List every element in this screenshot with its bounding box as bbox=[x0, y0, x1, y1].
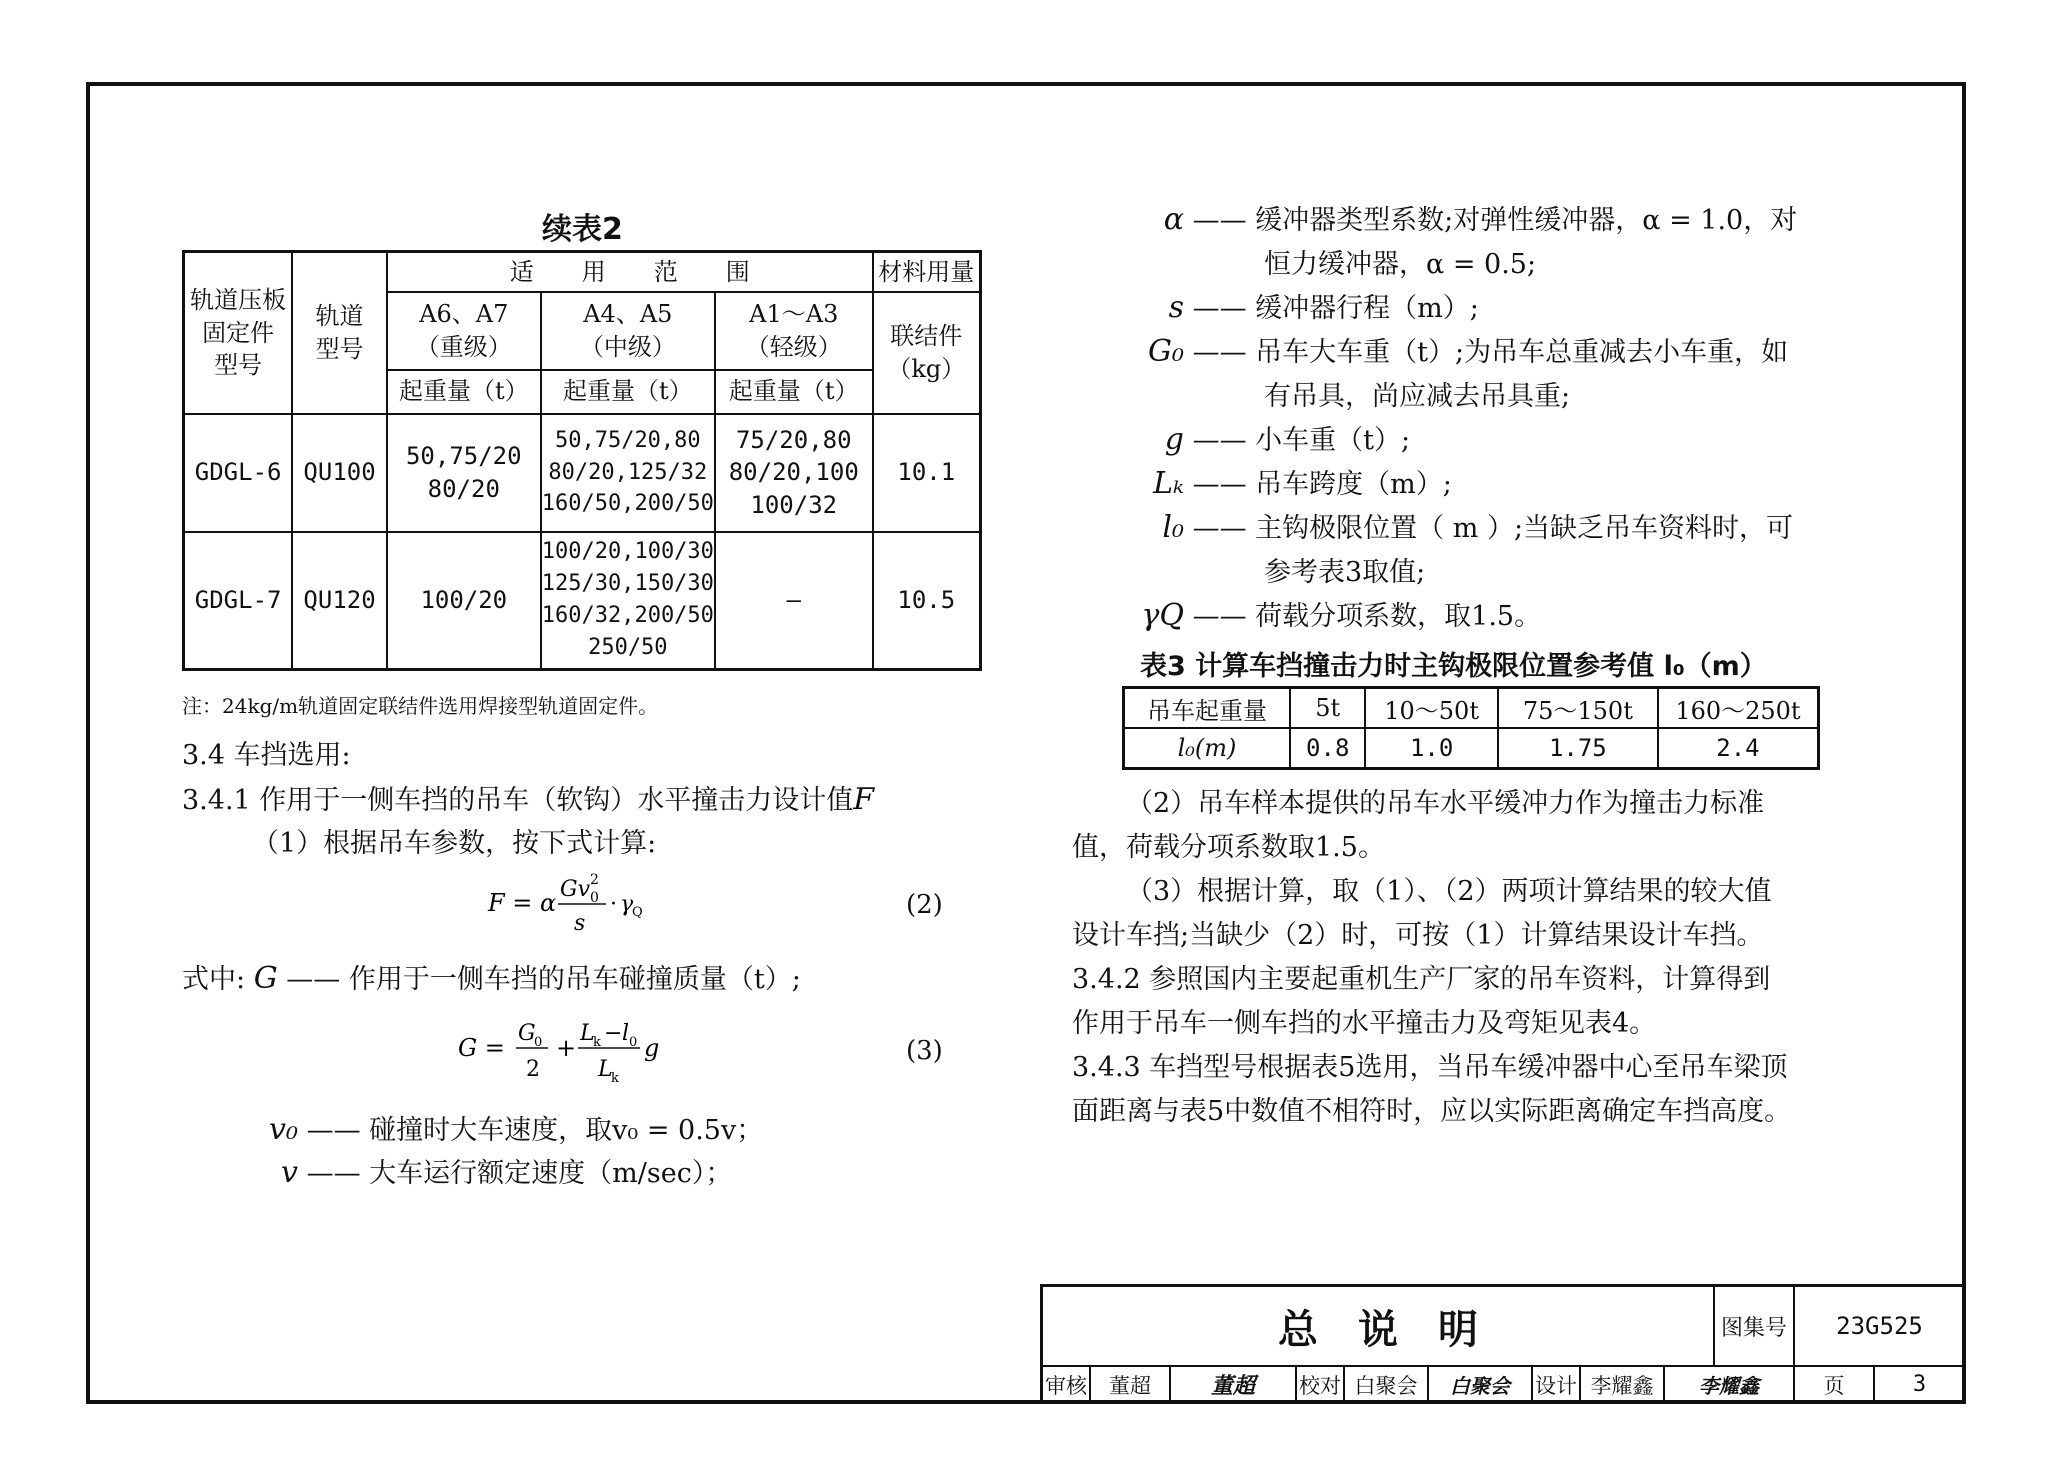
table3-title: 表3 计算车挡撞击力时主钩极限位置参考值 l₀（m） bbox=[1140, 651, 1767, 682]
atlas-label: 图集号 bbox=[1715, 1287, 1795, 1367]
check-name: 白聚会 bbox=[1345, 1367, 1429, 1404]
svg-text:·: · bbox=[610, 892, 617, 917]
header-a6: A6、A7 （重级） bbox=[387, 292, 541, 370]
v-definition: v —— 大车运行额定速度（m/sec）； bbox=[281, 1155, 733, 1190]
def-row: 恒力缓冲器，α = 0.5; bbox=[1264, 249, 1537, 280]
check-label: 校对 bbox=[1297, 1367, 1345, 1404]
header-weight: 起重量（t） bbox=[715, 370, 873, 414]
svg-text:2: 2 bbox=[590, 872, 599, 888]
section-3-4-1-item1: （1）根据吊车参数，按下式计算: bbox=[252, 828, 657, 859]
review-label: 审核 bbox=[1043, 1367, 1091, 1404]
svg-text:G =: G = bbox=[458, 1034, 505, 1062]
table2-note: 注：24kg/m轨道固定联结件选用焊接型轨道固定件。 bbox=[182, 694, 659, 718]
svg-text:L: L bbox=[598, 1057, 613, 1082]
svg-text:+: + bbox=[556, 1034, 577, 1062]
svg-text:L: L bbox=[580, 1021, 595, 1046]
check-signature: 白聚会 bbox=[1429, 1367, 1533, 1404]
v0-definition: v₀ —— 碰撞时大车速度，取v₀ = 0.5v； bbox=[269, 1112, 764, 1147]
def-row: G₀ —— 吊车大车重（t）;为吊车总重减去小车重，如 bbox=[1148, 334, 1789, 369]
svg-text:2: 2 bbox=[526, 1057, 540, 1082]
svg-text:F = α: F = α bbox=[488, 889, 557, 917]
header-model: 轨道压板 固定件 型号 bbox=[184, 252, 293, 414]
svg-text:γ: γ bbox=[620, 892, 634, 917]
header-connector: 联结件 （kg） bbox=[873, 292, 981, 414]
table-row: l₀(m) 0.8 1.0 1.75 2.4 bbox=[1124, 728, 1819, 769]
table-row: 吊车起重量 5t 10～50t 75～150t 160～250t bbox=[1124, 688, 1819, 729]
def-row: α —— 缓冲器类型系数;对弹性缓冲器，α = 1.0，对 bbox=[1163, 202, 1798, 237]
header-a1: A1～A3 （轻级） bbox=[715, 292, 873, 370]
right-paragraphs: （2）吊车样本提供的吊车水平缓冲力作为撞击力标准 值，荷载分项系数取1.5。 （3）根据计算，取（1）、（2）两项计算结果的较大值 设计车挡;当缺少（2）时，可按（1）计算结果设计车挡。 3.4.2 参照国内主要起重机生产厂家的吊车资料，计算得到 作用于吊车一侧车挡的水平撞击力及弯矩见表4。 3.4.3 车挡型号根据表5选用，当吊车缓冲器中心至吊车梁顶 面距离与表5中数值不相符时，应以实际距离确定车挡高度。 bbox=[1072, 788, 1792, 1127]
header-weight: 起重量（t） bbox=[387, 370, 541, 414]
svg-text:s: s bbox=[574, 911, 586, 936]
table-row: GDGL-7 QU120 100/20 100/20,100/30 125/30,150/30 160/32,200/50 250/50 — 10.5 bbox=[184, 532, 981, 670]
header-rail: 轨道 型号 bbox=[292, 252, 387, 414]
svg-text:G: G bbox=[518, 1021, 536, 1046]
table3 bbox=[1122, 686, 1820, 770]
svg-text:Gv: Gv bbox=[560, 877, 591, 902]
def-row: s —— 缓冲器行程（m）; bbox=[1168, 290, 1479, 325]
header-material: 材料用量 bbox=[873, 252, 981, 292]
def-row: l₀ —— 主钩极限位置（ m ）;当缺乏吊车资料时，可 bbox=[1162, 510, 1794, 545]
def-row: γQ —— 荷载分项系数，取1.5。 bbox=[1141, 598, 1542, 633]
svg-text:k: k bbox=[593, 1035, 601, 1050]
design-name: 李耀鑫 bbox=[1581, 1367, 1665, 1404]
where-g-row: 式中: G —— 作用于一侧车挡的吊车碰撞质量（t）; bbox=[182, 961, 801, 996]
svg-text:−: − bbox=[604, 1021, 623, 1046]
svg-text:Q: Q bbox=[632, 905, 643, 920]
svg-text:l: l bbox=[622, 1021, 630, 1046]
section-3-4-1: 3.4.1 作用于一侧车挡的吊车（软钩）水平撞击力设计值F bbox=[182, 782, 875, 817]
def-row: 参考表3取值; bbox=[1264, 557, 1426, 588]
header-range: 适 用 范 围 bbox=[387, 252, 873, 292]
review-name: 董超 bbox=[1091, 1367, 1171, 1404]
svg-text:0: 0 bbox=[590, 890, 599, 906]
def-row: 有吊具，尚应减去吊具重; bbox=[1264, 381, 1571, 412]
review-signature: 董超 bbox=[1171, 1367, 1297, 1404]
table2 bbox=[182, 250, 982, 671]
page-number: 3 bbox=[1875, 1367, 1966, 1404]
table2-title: 续表2 bbox=[542, 212, 623, 247]
header-weight: 起重量（t） bbox=[541, 370, 715, 414]
design-signature: 李耀鑫 bbox=[1665, 1367, 1795, 1404]
section-3-4: 3.4 车挡选用: bbox=[182, 740, 351, 771]
svg-text:0: 0 bbox=[629, 1035, 638, 1050]
equation-2 bbox=[488, 868, 788, 938]
svg-text:0: 0 bbox=[534, 1035, 543, 1050]
equation-3-number: (3) bbox=[906, 1036, 943, 1066]
equation-3 bbox=[458, 1010, 758, 1090]
design-label: 设计 bbox=[1533, 1367, 1581, 1404]
def-row: Lₖ —— 吊车跨度（m）; bbox=[1153, 466, 1452, 501]
def-row: g —— 小车重（t）; bbox=[1164, 422, 1411, 457]
header-a4: A4、A5 （中级） bbox=[541, 292, 715, 370]
page-label: 页 bbox=[1795, 1367, 1875, 1404]
svg-text:k: k bbox=[611, 1071, 619, 1086]
svg-text:g: g bbox=[644, 1034, 660, 1062]
title-block bbox=[1040, 1284, 1966, 1404]
drawing-title: 总 说 明 bbox=[1043, 1287, 1715, 1367]
atlas-number: 23G525 bbox=[1795, 1287, 1966, 1367]
table-row: GDGL-6 QU100 50,75/20 80/20 50,75/20,80 80/20,125/32 160/50,200/50 75/20,80 80/20,100 100/32 10.1 bbox=[184, 414, 981, 532]
equation-2-number: (2) bbox=[906, 890, 943, 920]
